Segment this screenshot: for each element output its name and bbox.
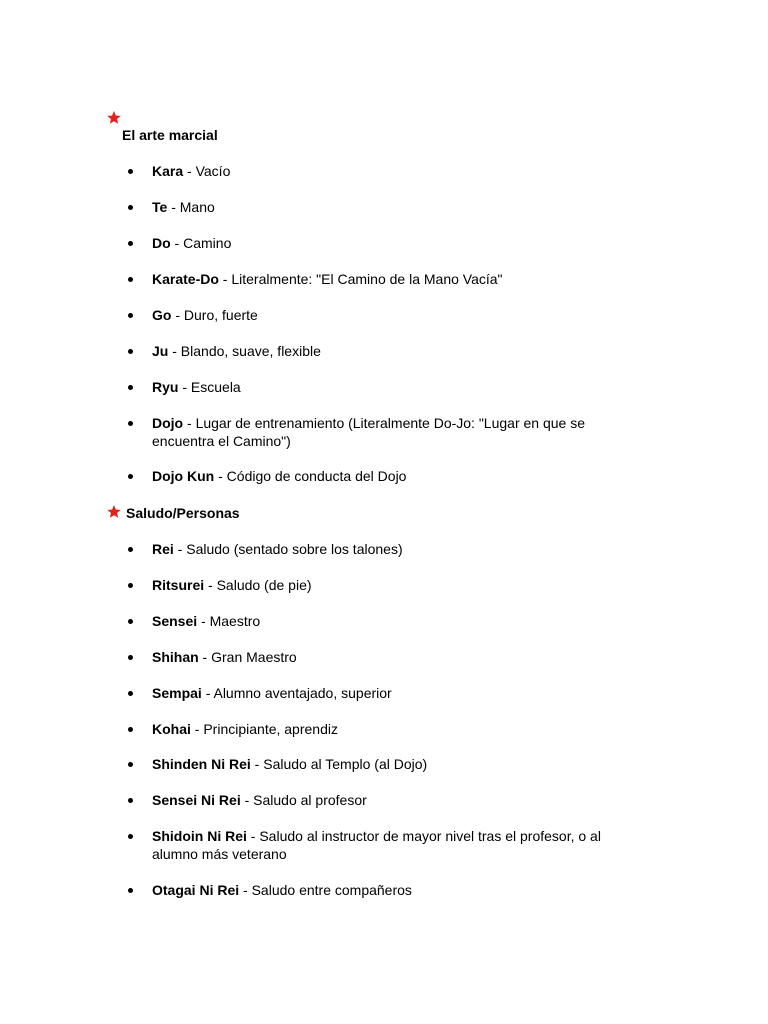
bullet-icon xyxy=(128,547,133,552)
list-item-text xyxy=(152,827,647,863)
section-heading-arte-marcial xyxy=(106,110,306,146)
term: Sempai xyxy=(152,685,202,701)
term-separator: - xyxy=(250,756,264,772)
list-item-text xyxy=(152,684,652,702)
term-definition: Saludo (sentado sobre los talones) xyxy=(186,541,403,557)
bullet-icon xyxy=(128,727,133,732)
list-item-text xyxy=(152,378,652,396)
term: Do xyxy=(152,235,171,251)
list-item-text xyxy=(152,540,652,558)
list-item-text xyxy=(152,881,652,899)
bullet-icon xyxy=(128,691,133,696)
term-separator: - xyxy=(183,163,196,179)
term-definition: Saludo entre compañeros xyxy=(251,882,412,898)
list-item-text xyxy=(152,576,652,594)
bullet-icon xyxy=(128,474,133,479)
term-separator: - xyxy=(190,721,204,737)
term-separator: - xyxy=(173,541,187,557)
term-separator: - xyxy=(214,468,227,484)
term: Ritsurei xyxy=(152,577,205,593)
section-heading-saludo-personas xyxy=(106,503,306,523)
term: Otagai Ni Rei xyxy=(152,882,240,898)
term-definition: Duro, fuerte xyxy=(183,307,258,323)
bullet-icon xyxy=(128,421,133,426)
section-title: El arte marcial xyxy=(122,127,218,143)
bullet-icon xyxy=(128,349,133,354)
list-item-text xyxy=(152,720,652,738)
term: Sensei Ni Rei xyxy=(152,792,241,808)
bullet-icon xyxy=(128,205,133,210)
list-item-text xyxy=(152,755,652,773)
term: Karate-Do xyxy=(152,271,219,287)
list-item-text xyxy=(152,234,652,252)
term-definition: Literalmente: "El Camino de la Mano Vacía" xyxy=(231,271,503,287)
term-definition: Camino xyxy=(183,235,232,251)
term-definition: Gran Maestro xyxy=(211,649,297,665)
term-separator: - xyxy=(178,379,191,395)
term-definition: Maestro xyxy=(209,613,261,629)
term-separator: - xyxy=(201,685,214,701)
list-item-text xyxy=(152,791,652,809)
list-item-text xyxy=(152,198,652,216)
term-definition: Saludo (de pie) xyxy=(216,577,312,593)
list-item-text xyxy=(152,306,652,324)
term: Shidoin Ni Rei xyxy=(152,828,247,844)
bullet-icon xyxy=(128,385,133,390)
bullet-icon xyxy=(128,888,133,893)
term: Te xyxy=(152,199,168,215)
term: Shinden Ni Rei xyxy=(152,756,251,772)
term-separator: - xyxy=(183,415,196,431)
term: Dojo Kun xyxy=(152,468,215,484)
bullet-icon xyxy=(128,169,133,174)
term-separator: - xyxy=(204,577,217,593)
term-definition: Saludo al Templo (al Dojo) xyxy=(263,756,428,772)
term: Go xyxy=(152,307,172,323)
list-item-text xyxy=(152,467,652,485)
term-definition: Escuela xyxy=(190,379,241,395)
term-definition: Blando, suave, flexible xyxy=(180,343,321,359)
list-item-text xyxy=(152,414,632,450)
term-separator: - xyxy=(171,307,184,323)
term-separator: - xyxy=(218,271,232,287)
term: Ju xyxy=(152,343,169,359)
term-definition: Código de conducta del Dojo xyxy=(226,468,407,484)
bullet-icon xyxy=(128,313,133,318)
term-separator: - xyxy=(246,828,260,844)
term-definition: Saludo al profesor xyxy=(253,792,367,808)
bullet-icon xyxy=(128,798,133,803)
term: Ryu xyxy=(152,379,179,395)
term-separator: - xyxy=(167,199,180,215)
bullet-icon xyxy=(128,277,133,282)
term-separator: - xyxy=(168,343,181,359)
section-title: Saludo/Personas xyxy=(126,505,240,521)
term: Kara xyxy=(152,163,184,179)
term: Sensei xyxy=(152,613,198,629)
bullet-icon xyxy=(128,241,133,246)
list-item-text xyxy=(152,648,652,666)
term: Kohai xyxy=(152,721,191,737)
term: Shihan xyxy=(152,649,199,665)
term-definition: Principiante, aprendiz xyxy=(203,721,338,737)
term-separator: - xyxy=(240,792,254,808)
term-definition: Vacío xyxy=(195,163,231,179)
term-definition: Saludo al instructor de mayor nivel tras el profesor, o al alumno más veterano xyxy=(152,828,601,862)
term-separator: - xyxy=(197,613,210,629)
term-separator: - xyxy=(170,235,184,251)
list-item-text xyxy=(152,612,652,630)
bullet-icon xyxy=(128,655,133,660)
bullet-icon xyxy=(128,762,133,767)
term-definition: Mano xyxy=(179,199,215,215)
bullet-icon xyxy=(128,834,133,839)
term: Rei xyxy=(152,541,174,557)
list-item-text xyxy=(152,342,652,360)
term-separator: - xyxy=(239,882,252,898)
list-item-text xyxy=(152,270,652,288)
term-separator: - xyxy=(198,649,212,665)
term-definition: Lugar de entrenamiento (Literalmente Do-Jo: "Lugar en que se encuentra el Camino") xyxy=(152,415,585,449)
bullet-icon xyxy=(128,619,133,624)
star-icon xyxy=(106,504,122,520)
term: Dojo xyxy=(152,415,184,431)
list-item-text xyxy=(152,162,652,180)
bullet-icon xyxy=(128,583,133,588)
term-definition: Alumno aventajado, superior xyxy=(213,685,392,701)
star-icon xyxy=(106,110,122,126)
